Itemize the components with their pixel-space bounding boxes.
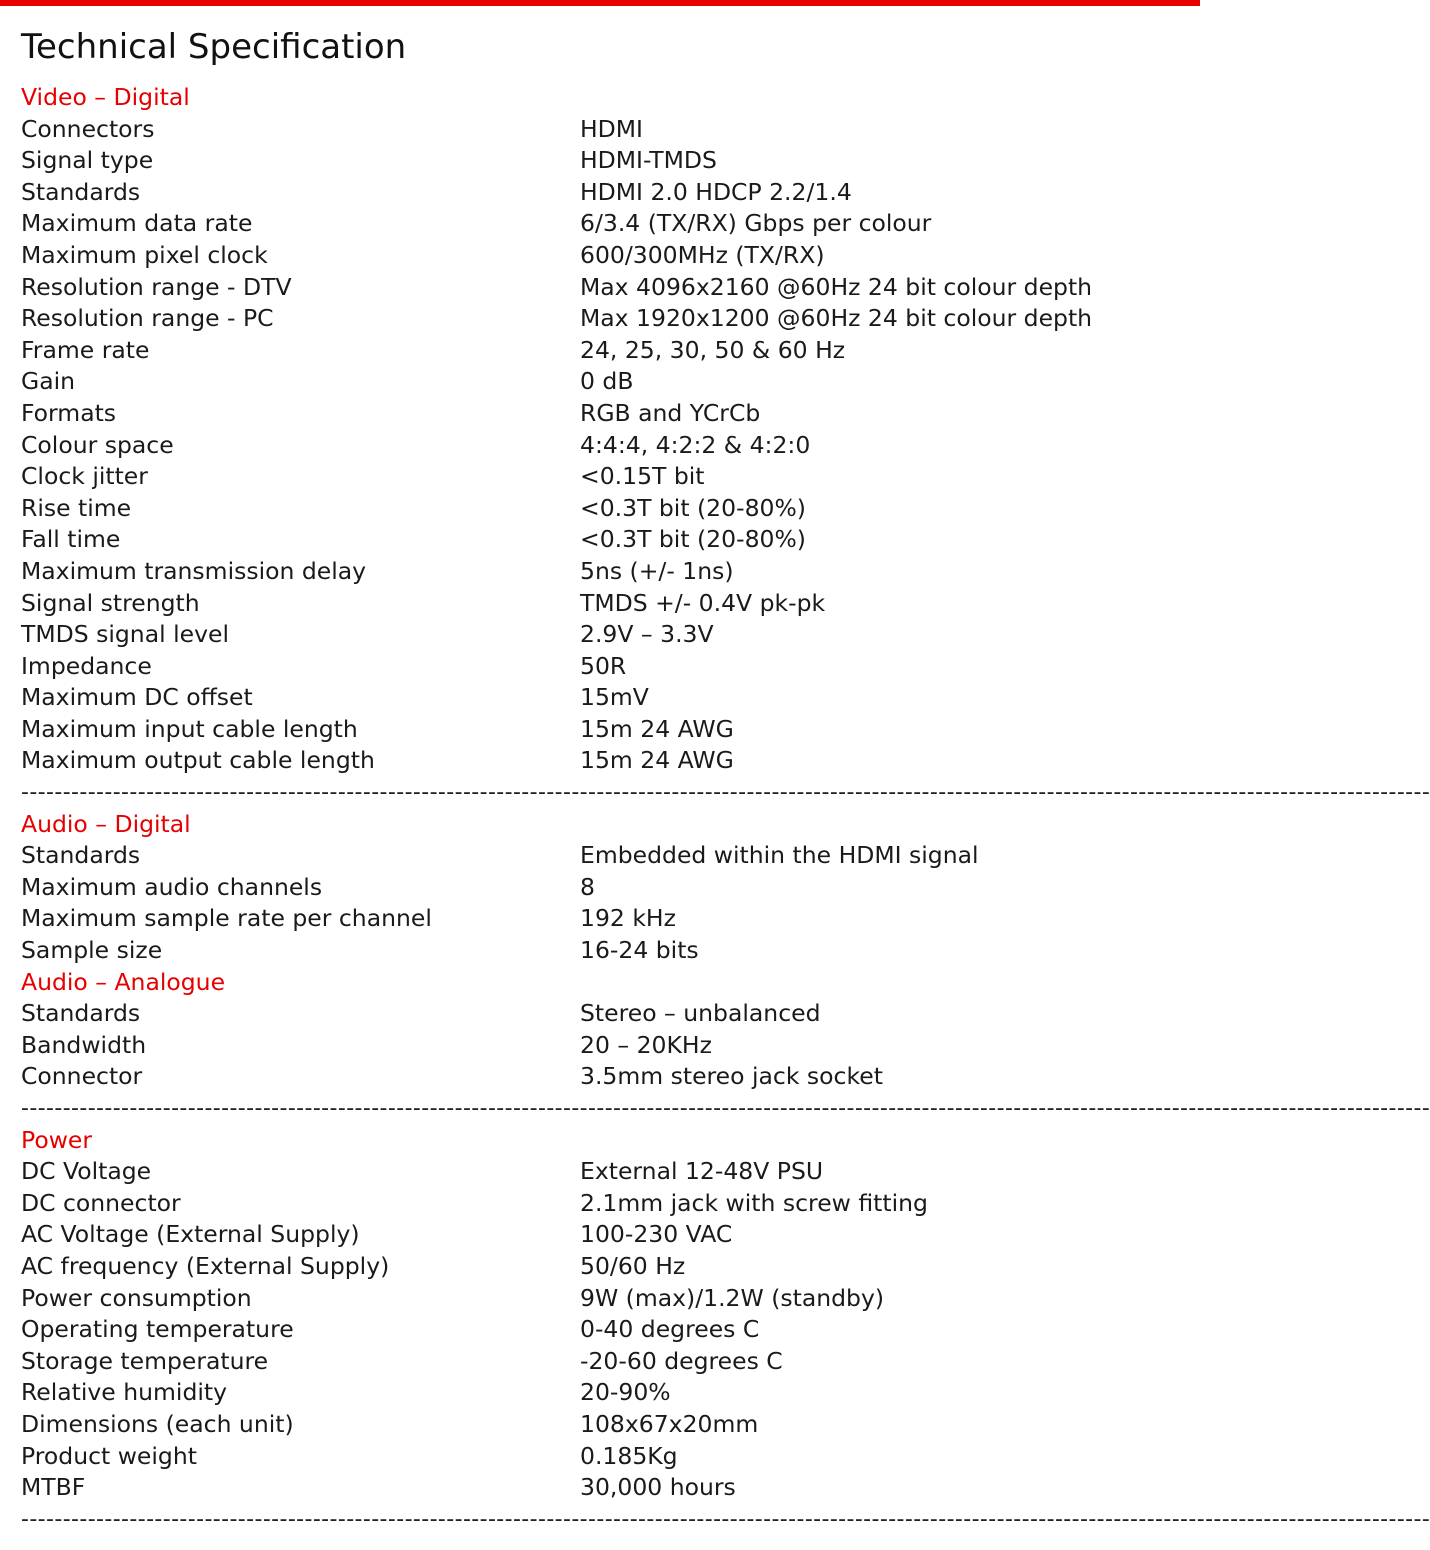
spec-value: External 12-48V PSU [580, 1157, 824, 1186]
spec-label: MTBF [21, 1473, 86, 1502]
spec-label: Maximum DC offset [21, 683, 253, 712]
spec-label: AC Voltage (External Supply) [21, 1220, 360, 1249]
spec-label: Colour space [21, 430, 174, 459]
spec-value: 4:4:4, 4:2:2 & 4:2:0 [580, 430, 811, 459]
spec-label: Dimensions (each unit) [21, 1409, 294, 1438]
spec-value: 16-24 bits [580, 936, 699, 965]
spec-row [21, 177, 1186, 209]
spec-table [21, 82, 1430, 1535]
spec-row [21, 1409, 1186, 1441]
spec-label: Operating temperature [21, 1315, 294, 1344]
dashed-divider: ------------------------------------------------------------------------------------------------------------------------------------------------------------------------- [21, 1506, 1430, 1532]
spec-value: <0.3T bit (20-80%) [580, 493, 806, 522]
spec-value: 50/60 Hz [580, 1251, 686, 1280]
spec-value: -20-60 degrees C [580, 1346, 783, 1375]
spec-row [21, 1314, 1186, 1346]
page-title: Technical Specification [21, 27, 407, 67]
section-heading-audio-digital: Audio – Digital [21, 809, 191, 838]
spec-value: 108x67x20mm [580, 1409, 759, 1438]
spec-label: Signal type [21, 146, 154, 175]
spec-value: 6/3.4 (TX/RX) Gbps per colour [580, 209, 932, 238]
spec-label: Maximum audio channels [21, 872, 323, 901]
spec-row [21, 272, 1186, 304]
spec-row [21, 998, 1186, 1030]
spec-row [21, 493, 1186, 525]
spec-value: 20-90% [580, 1378, 671, 1407]
spec-label: Standards [21, 177, 141, 206]
spec-label: Maximum pixel clock [21, 240, 268, 269]
spec-value: 24, 25, 30, 50 & 60 Hz [580, 335, 846, 364]
section-heading-video-digital: Video – Digital [21, 83, 190, 111]
spec-row [21, 366, 1186, 398]
spec-label: Standards [21, 841, 141, 870]
spec-value: 2.9V – 3.3V [580, 620, 714, 649]
spec-value: 20 – 20KHz [580, 1030, 712, 1059]
spec-row [21, 1188, 1186, 1220]
top-accent-rule [0, 0, 1200, 6]
spec-row [21, 1251, 1186, 1283]
spec-label: Connector [21, 1062, 143, 1091]
dashed-divider: ------------------------------------------------------------------------------------------------------------------------------------------------------------------------- [21, 1096, 1430, 1121]
spec-row [21, 714, 1186, 746]
spec-row [21, 1219, 1186, 1251]
spec-value: 192 kHz [580, 904, 676, 933]
section-heading-power: Power [21, 1125, 93, 1154]
spec-row [21, 398, 1186, 430]
spec-row [21, 1472, 1186, 1504]
spec-row [21, 114, 1186, 146]
spec-row [21, 303, 1186, 335]
spec-label: Maximum output cable length [21, 746, 375, 775]
spec-label: Relative humidity [21, 1378, 228, 1407]
spec-label: TMDS signal level [21, 620, 229, 649]
spec-value: Max 4096x2160 @60Hz 24 bit colour depth [580, 272, 1093, 301]
spec-value: 0.185Kg [580, 1441, 678, 1470]
spec-value: TMDS +/- 0.4V pk-pk [580, 588, 826, 617]
spec-label: Maximum data rate [21, 209, 253, 238]
spec-value: Max 1920x1200 @60Hz 24 bit colour depth [580, 304, 1093, 333]
spec-row [21, 430, 1186, 462]
spec-label: Signal strength [21, 588, 200, 617]
spec-label: Product weight [21, 1441, 197, 1470]
spec-label: Gain [21, 367, 76, 396]
spec-label: Fall time [21, 525, 121, 554]
spec-row [21, 935, 1186, 967]
spec-row [21, 145, 1186, 177]
spec-label: Maximum input cable length [21, 714, 358, 743]
spec-label: Rise time [21, 493, 132, 522]
spec-row [21, 872, 1186, 904]
spec-label: Formats [21, 398, 117, 427]
spec-value: 30,000 hours [580, 1473, 736, 1502]
spec-value: 9W (max)/1.2W (standby) [580, 1283, 885, 1312]
spec-row [21, 240, 1186, 272]
spec-row [21, 1283, 1186, 1315]
spec-row [21, 840, 1186, 872]
spec-value: 15m 24 AWG [580, 714, 734, 743]
dashed-divider: ------------------------------------------------------------------------------------------------------------------------------------------------------------------------- [21, 780, 1430, 806]
spec-row [21, 1156, 1186, 1188]
spec-value: 5ns (+/- 1ns) [580, 556, 734, 585]
spec-row [21, 556, 1186, 588]
spec-label: Impedance [21, 651, 152, 680]
spec-row [21, 903, 1186, 935]
spec-row [21, 208, 1186, 240]
spec-label: Connectors [21, 114, 155, 143]
spec-row [21, 1030, 1186, 1062]
spec-row [21, 1377, 1186, 1409]
section-heading-audio-analogue: Audio – Analogue [21, 967, 226, 996]
spec-value: HDMI-TMDS [580, 146, 717, 175]
spec-row [21, 745, 1186, 777]
spec-value: <0.3T bit (20-80%) [580, 525, 806, 554]
spec-row [21, 682, 1186, 714]
spec-value: RGB and YCrCb [580, 398, 761, 427]
spec-row [21, 1441, 1186, 1473]
spec-value: 15m 24 AWG [580, 746, 734, 775]
spec-value: HDMI [580, 114, 643, 143]
spec-label: Clock jitter [21, 462, 148, 491]
spec-label: DC Voltage [21, 1157, 152, 1186]
spec-row [21, 1346, 1186, 1378]
spec-label: Resolution range - PC [21, 304, 274, 333]
spec-row [21, 651, 1186, 683]
spec-value: Stereo – unbalanced [580, 999, 821, 1028]
spec-value: HDMI 2.0 HDCP 2.2/1.4 [580, 177, 852, 206]
spec-label: Standards [21, 999, 141, 1028]
spec-row [21, 588, 1186, 620]
spec-value: 8 [580, 872, 595, 901]
spec-row [21, 1061, 1186, 1093]
spec-row [21, 524, 1186, 556]
spec-value: 0 dB [580, 367, 634, 396]
spec-label: Maximum sample rate per channel [21, 904, 432, 933]
spec-value: 3.5mm stereo jack socket [580, 1062, 883, 1091]
spec-value: Embedded within the HDMI signal [580, 841, 979, 870]
spec-row [21, 335, 1186, 367]
spec-value: 0-40 degrees C [580, 1315, 760, 1344]
spec-label: Resolution range - DTV [21, 272, 292, 301]
spec-row [21, 461, 1186, 493]
spec-value: 2.1mm jack with screw fitting [580, 1188, 928, 1217]
spec-value: 600/300MHz (TX/RX) [580, 240, 825, 269]
spec-label: Frame rate [21, 335, 150, 364]
spec-label: Maximum transmission delay [21, 556, 367, 585]
spec-value: 50R [580, 651, 627, 680]
spec-label: Sample size [21, 936, 163, 965]
spec-row [21, 619, 1186, 651]
spec-label: Bandwidth [21, 1030, 147, 1059]
spec-value: 100-230 VAC [580, 1220, 733, 1249]
spec-value: <0.15T bit [580, 462, 705, 491]
spec-label: DC connector [21, 1188, 181, 1217]
spec-label: AC frequency (External Supply) [21, 1251, 390, 1280]
spec-value: 15mV [580, 683, 649, 712]
spec-label: Storage temperature [21, 1346, 269, 1375]
spec-label: Power consumption [21, 1283, 252, 1312]
